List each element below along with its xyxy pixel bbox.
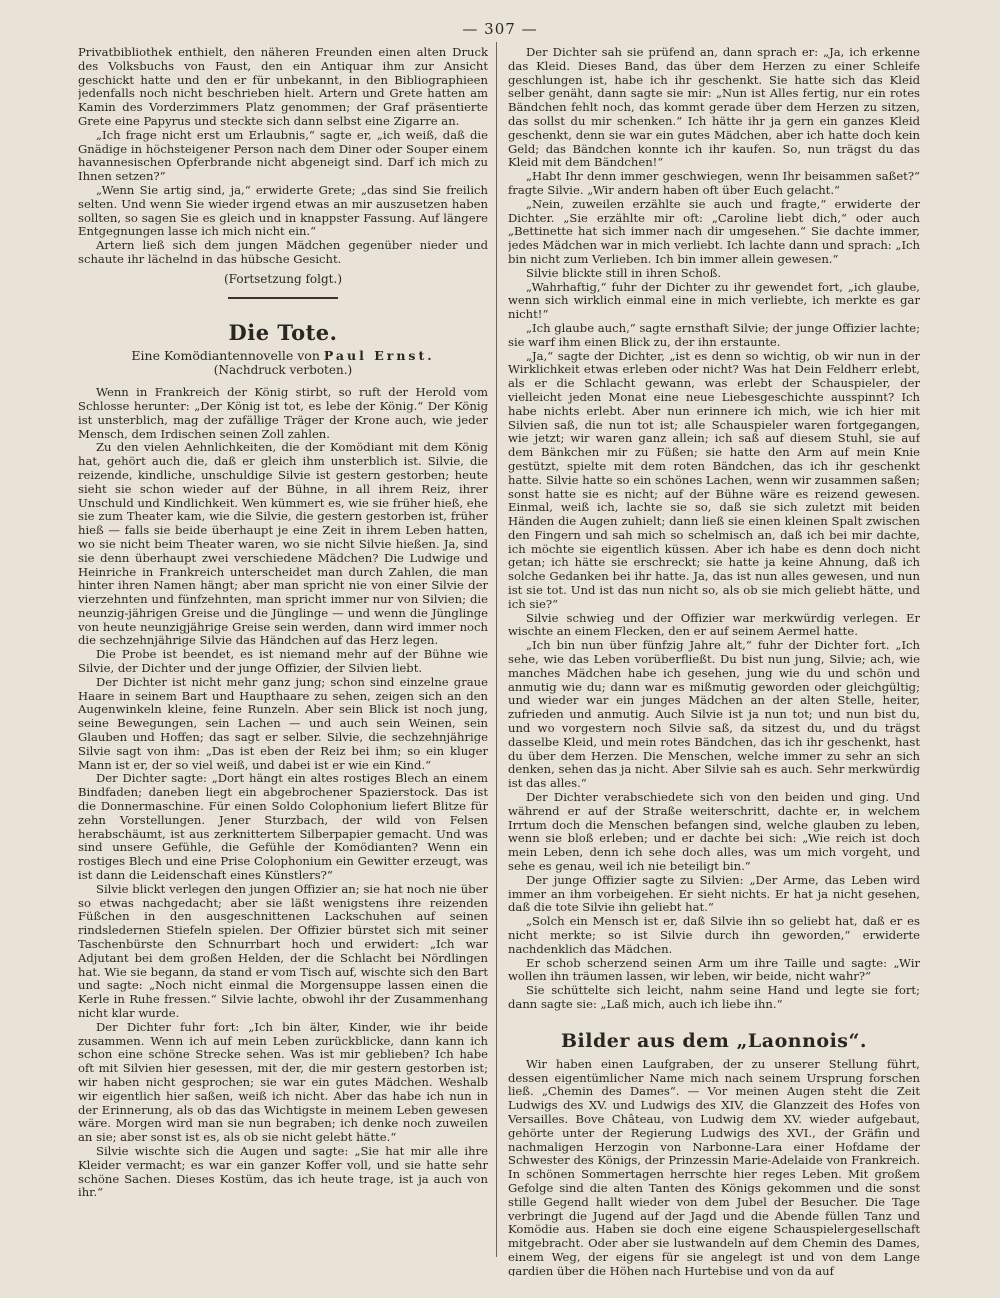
section-divider [228,297,338,299]
paragraph: „Ja,“ sagte der Dichter, „ist es denn so wichtig, ob wir nun in der Wirklichkeit etwas erleben oder nicht? Was hat Dein Feldherr erlebt, als er die Schlacht gewann, was erlebt der Schauspieler, der vielleicht jeden Monat eine neue Liebesgeschichte ausspinnt? Ich habe nichts erlebt. Aber nun erinnere ich mich, wie ich hier mit Silvien saß, die nun tot ist; alle Schauspieler waren fortgegangen, wie jetzt; wir waren ganz allein; ich saß auf diesem Stuhl, sie auf dem Bänkchen mir zu Füßen; sie hatte den Arm auf mein Knie gestützt, spielte mit dem roten Bändchen, das ich ihr geschenkt hatte. Silvie hatte so ein schönes Lachen, wenn wir zusammen saßen; sonst hatte sie es nicht; auf der Bühne wäre es reizend gewesen. Einmal, weiß ich, lachte sie so, daß sie sich zuletzt mit beiden Händen die Augen zuhielt; dann ließ sie einen kleinen Spalt zwischen den Fingern und sah mich so schelmisch an, daß ich bei mir dachte, ich möchte sie eigentlich küssen. Aber ich habe es denn doch nicht getan; ich hätte sie erschreckt; sie hatte ja keine Ahnung, daß ich solche Gedanken bei ihr hatte. Ja, das ist nun alles gewesen, und nun ist sie tot. Und ist das nun nicht so, als ob sie mich geliebt hätte, und ich sie?“ [508,348,920,611]
paragraph: „Habt Ihr denn immer geschwiegen, wenn Ihr beisammen saßet?“ fragte Silvie. „Wir andern haben oft über Euch gelacht.“ [508,169,920,197]
paragraph: „Ich frage nicht erst um Erlaubnis,“ sagte er, „ich weiß, daß die Gnädige in höchsteigener Person nach dem Diner oder Souper einem havannesischen Opferbrande nicht abgeneigt sind. Darf ich mich zu Ihnen setzen?“ [78,127,488,184]
story-subtitle [78,349,488,363]
paragraph: Wir haben einen Laufgraben, der zu unserer Stellung führt, dessen eigentümlicher Name mich nach seinem Ursprung forschen ließ. „Chemin des Dames“. — Vor meinen Augen steht die Zeit Ludwigs des XV. und Ludwigs des XIV, die Glanzzeit des Hofes von Versailles. Bove Château, von Ludwig dem XV. wieder aufgebaut, gehörte unter der Regierung Ludwigs des XVI., der Gräfin und nachmaligen Herzogin von Narbonne-Lara einer Hofdame der Schwester des Königs, der Prinzessin Marie-Adelaide von Frankreich. In schönen Sommertagen herrschte hier reges Leben. Mit großem Gefolge sind die alten Tanten des Königs gekommen und die sonst stille Gegend hallt wieder von dem Jubel der Besucher. Die Tage verbringt die Jugend auf der Jagd und die Abende füllen Tanz und Komödie aus. Haben sie doch eine eigene Schauspielergesellschaft mitgebracht. Oder aber sie lustwandeln auf dem Chemin des Dames, einem Weg, der eigens für sie angelegt ist und von dem Lange gardien über die Höhen nach Hurtebise und von da auf [508,1056,920,1276]
subtitle-prefix: Eine Komödiantennovelle von [131,347,320,363]
paragraph: „Nein, zuweilen erzählte sie auch und fragte,“ erwiderte der Dichter. „Sie erzählte mir oft: „Caroline liebt dich,“ oder auch „Bettinette hat sich immer nach dir umgesehen.“ Sie dachte immer, jedes Mädchen war in mich verliebt. Ich lachte dann und sprach: „Ich bin nicht zum Verlieben. Ich bin immer allein gewesen.“ [508,196,920,266]
paragraph: Silvie wischte sich die Augen und sagte: „Sie hat mir alle ihre Kleider vermacht; es war ein ganzer Koffer voll, und sie hatte sehr schöne Sachen. Dieses Kostüm, das ich heute trage, ist ja auch von ihr.“ [78,1143,488,1200]
paragraph: Der Dichter verabschiedete sich von den beiden und ging. Und während er auf der Straße weiterschritt, dachte er, in welchem Irrtum doch die Menschen befangen sind, welche glauben zu leben, wenn sie bloß erleben; und er dachte bei sich: „Wie reich ist doch mein Leben, denn ich sehe doch alles, was um mich vorgeht, und sehe es genau, weil ich nie beteiligt bin.“ [508,790,920,874]
paragraph: „Wahrhaftig,“ fuhr der Dichter zu ihr gewendet fort, „ich glaube, wenn sich wirklich einmal eine in mich verliebte, ich merkte es gar nicht!“ [508,279,920,322]
paragraph: „Ich bin nun über fünfzig Jahre alt,“ fuhr der Dichter fort. „Ich sehe, wie das Leben vorüberfließt. Du bist nun jung, Silvie; ach, wie manches Mädchen habe ich gesehen, jung wie du und schön und anmutig wie du; dann war es mißmutig geworden oder gleichgültig; und wieder war ein junges Mädchen an der alten Stelle, heiter, zufrieden und anmutig. Auch Silvie ist ja nun tot; und nun bist du, und wo vorgestern noch Silvie saß, da sitzest du, und du trägst dasselbe Kleid, und mein rotes Bändchen, das ich ihr geschenkt, hast du über dem Herzen. Die Menschen, welche immer zu sehr an sich denken, sehen das ja nicht. Aber Silvie sah es auch. Sehr merkwürdig ist das alles.“ [508,638,920,791]
paragraph: Er schob scherzend seinen Arm um ihre Taille und sagte: „Wir wollen ihn träumen lassen, wir leben, wir beide, nicht wahr?“ [508,955,920,984]
right-column [508,46,920,1276]
paragraph: Sie schüttelte sich leicht, nahm seine Hand und legte sie fort; dann sagte sie: „Laß mich, auch ich liebe ihn.“ [508,983,920,1011]
page-number: — 307 — [462,20,538,38]
story-author: Paul Ernst. [323,347,435,363]
paragraph: Silvie blickt verlegen den jungen Offizier an; sie hat noch nie über so etwas nachgedacht; aber sie läßt wenigstens ihre reizenden Füßchen in den ausgeschnittenen Lackschuhen auf seinen rindsledernen Stiefeln spielen. Der Offizier bürstet sich mit seiner Taschenbürste den Schnurrbart hoch und erwidert: „Ich war Adjutant bei dem großen Helden, der die Schlacht bei Nördlingen hat. Wie sie begann, da stand er vom Tisch auf, wischte sich den Bart und sagte: „Noch nicht einmal die Morgensuppe lassen einen die Kerle in Ruhe fressen.“ Silvie lachte, obwohl ihr der Zusammenhang nicht klar wurde. [78,881,488,1020]
left-column [78,46,488,1276]
paragraph: Zu den vielen Aehnlichkeiten, die der Komödiant mit dem König hat, gehört auch die, daß er gleich ihm unsterblich ist. Silvie, die reizende, kindliche, unschuldige Silvie ist gestern gestorben; heute sieht sie schon wieder auf der Bühne, in all ihrem Reiz, ihrer Unschuld und Kindlichkeit. Wen kümmert es, wie sie früher hieß, ehe sie zum Theater kam, wie die Silvie, die gestern gestorben ist, früher hieß — falls sie beide überhaupt je eine Zeit in ihrem Leben hatten, wo sie nicht beim Theater waren, wo sie nicht Silvie hießen. Ja, sind sie denn überhaupt zwei verschiedene Mädchen? Die Ludwige und Heinriche in Frankreich unterscheidet man durch Zahlen, die man hinter ihren Namen hängt; aber man spricht nie von einer Silvie der vierzehnten und fünfzehnten, man spricht immer nur von Silvien; die neunzig-jährigen Greise und die Jünglinge — und wenn die Jünglinge von heute neunzigjährige Greise sein werden, dann wird immer noch die sechzehnjährige Silvie das Händchen auf das Herz legen. [78,440,488,648]
paragraph: Der Dichter sah sie prüfend an, dann sprach er: „Ja, ich erkenne das Kleid. Dieses Band, das über dem Herzen zu einer Schleife geschlungen ist, habe ich ihr geschenkt. Sie hatte sich das Kleid selber genäht, dann sagte sie mir: „Nun ist Alles fertig, nur ein rotes Bändchen fehlt noch, das kommt gerade über dem Herzen zu sitzen, das sollst du mir schenken.“ Ich hätte ihr ja gern ein ganzes Kleid geschenkt, denn sie war ein gutes Mädchen, aber ich hatte doch kein Geld; das Bändchen konnte ich ihr kaufen. So, nun trägst du das Kleid mit dem Bändchen!“ [508,46,920,170]
continuation-note: (Fortsetzung folgt.) [224,271,342,286]
paragraph: Artern ließ sich dem jungen Mädchen gegenüber nieder und schaute ihr lächelnd in das hübsche Gesicht. [78,238,488,266]
reprint-notice: (Nachdruck verboten.) [213,363,353,378]
paragraph: Der junge Offizier sagte zu Silvien: „Der Arme, das Leben wird immer an ihm vorbeigehen. Er sieht nichts. Er hat ja nicht gesehen, daß die tote Silvie ihn geliebt hat.“ [508,872,920,915]
story-title: Die Tote. [228,319,338,345]
column-rule [496,42,497,1257]
paragraph: Der Dichter fuhr fort: „Ich bin älter, Kinder, wie ihr beide zusammen. Wenn ich auf mein Leben zurückblicke, dann kann ich schon eine schöne Strecke sehen. Was ist mir geblieben? Ich habe oft mit Silvien hier gesessen, mit der, die mir gestern gestorben ist; wir haben nicht gesprochen; sie war ein gutes Mädchen. Weshalb wir eigentlich hier saßen, weiß ich nicht. Aber das habe ich nun in der Erinnerung, als ob das das Wichtigste in meinem Leben gewesen wäre. Morgen wird man sie nun begraben; ich denke noch zuweilen an sie; aber sonst ist es, als ob sie nicht gelebt hätte.“ [78,1019,488,1145]
paragraph: „Solch ein Mensch ist er, daß Silvie ihn so geliebt hat, daß er es nicht merkte; so ist Silvie durch ihn geworden,“ erwiderte nachdenklich das Mädchen. [508,914,920,956]
paragraph: Silvie blickte still in ihren Schoß. [526,265,722,280]
paragraph: Der Dichter sagte: „Dort hängt ein altes rostiges Blech an einem Bindfaden; daneben liegt ein abgebrochener Spazierstock. Das ist die Donnermaschine. Für einen Soldo Colophonium liefert Blitze für zehn Vorstellungen. Jener Sturzbach, der wild von Felsen herabschäumt, ist aus zerknittertem Silberpapier gemacht. Und was sind unsere Gefühle, die Gefühle der Komödianten? Wenn ein rostiges Blech und eine Prise Colophonium ein Gewitter erzeugt, was ist dann die Leidenschaft eines Künstlers?“ [78,771,488,883]
section-title: Bilder aus dem „Laonnois“. [560,1029,868,1052]
paragraph: Die Probe ist beendet, es ist niemand mehr auf der Bühne wie Silvie, der Dichter und der junge Offizier, der Silvien liebt. [78,647,488,676]
paragraph: „Ich glaube auch,“ sagte ernsthaft Silvie; der junge Offizier lachte; sie warf ihm einen Blick zu, der ihn erstaunte. [508,320,920,349]
paragraph: Der Dichter ist nicht mehr ganz jung; schon sind einzelne graue Haare in seinem Bart und Haupthaare zu sehen, zeigen sich an den Augenwinkeln kleine, feine Runzeln. Aber sein Blick ist noch jung, seine Bewegungen, sein Lachen — und auch sein Weinen, sein Glauben und Hoffen; das sagt er selber. Silvie, die sechzehnjährige Silvie sagt von ihm: „Das ist eben der Reiz bei ihm; so ein kluger Mann ist er, der so viel weiß, und dabei ist er wie ein Kind.“ [78,674,488,772]
paragraph: Privatbibliothek enthielt, den näheren Freunden einen alten Druck des Volksbuchs von Faust, den ein Antiquar ihm zur Ansicht geschickt hatte und den er für unbekannt, in den Bibliographieen jedenfalls noch nicht beschrieben hielt. Artern und Grete hatten am Kamin des Vorderzimmers Platz genommen; der Graf präsentierte Grete eine Papyrus und steckte sich dann selbst eine Zigarre an. [78,46,488,128]
paragraph: „Wenn Sie artig sind, ja,“ erwiderte Grete; „das sind Sie freilich selten. Und wenn Sie wieder irgend etwas an mir auszusetzen haben sollten, so sagen Sie es gleich und in knappster Fassung. Auf längere Entgegnungen lasse ich mich nicht ein.“ [78,182,488,239]
paragraph: Silvie schwieg und der Offizier war merkwürdig verlegen. Er wischte an einem Flecken, den er auf seinem Aermel hatte. [508,610,920,639]
paragraph: Wenn in Frankreich der König stirbt, so ruft der Herold vom Schlosse herunter: „Der König ist tot, es lebe der König.“ Der König ist unsterblich, mag der zufällige Träger der Krone auch, wie jeder Mensch, dem Irdischen seinen Zoll zahlen. [78,385,488,441]
